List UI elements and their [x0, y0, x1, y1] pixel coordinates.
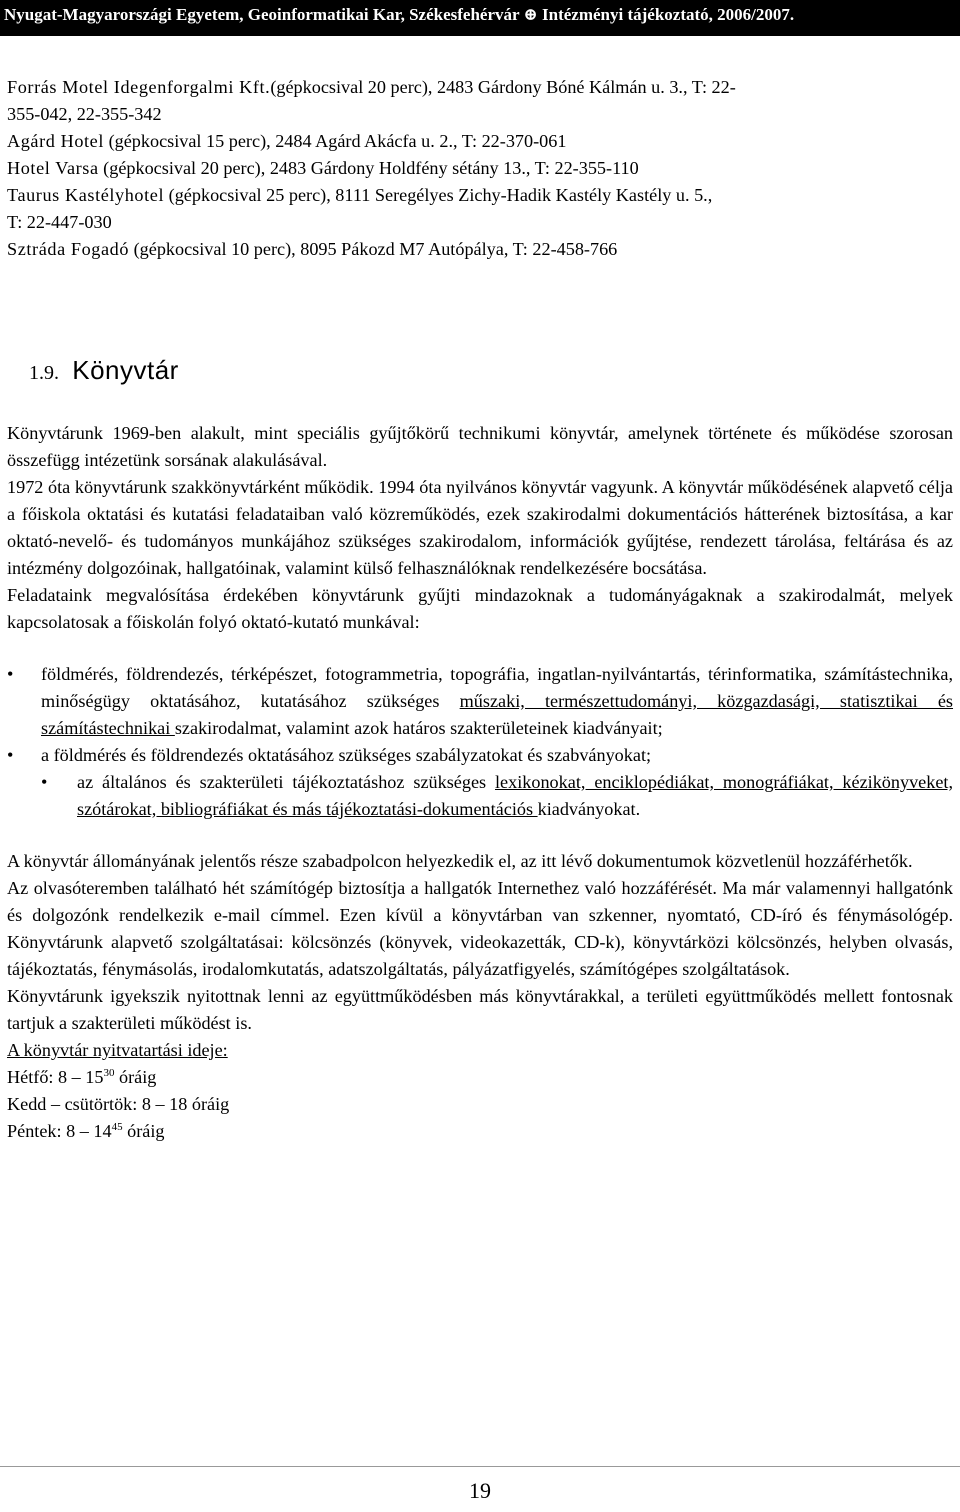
paragraph: 1972 óta könyvtárunk szakkönyvtárként működik. 1994 óta nyilvános könyvtár vagyunk. A könyvtár működésének alapvető célja a főiskola oktatási és kutatási feladataiban való közreműködés, ezek szakirodalmi dokumentációs hátterének biztosítása, a kar oktató-nevelő- és tudományos munkájához szükséges szakirodalom, információk gyűjtése, rendezett tárolása, feltárása és az intézmény dolgozóinak, hallgatóinak, valamint külső felhasználóknak rendelkezésére bocsátása.	[7, 477, 953, 578]
section-title: Könyvtár	[72, 355, 179, 385]
spacer	[7, 636, 953, 661]
collection-sublist	[7, 769, 953, 823]
paragraph: Könyvtárunk igyekszik nyitottnak lenni az együttműködésben más könyvtárakkal, a területi együttműködés mellett fontosnak tartjuk a szakterületi működést is.	[7, 986, 953, 1033]
paragraph: A könyvtár állományának jelentős része szabadpolcon helyezkedik el, az itt lévő dokumentumok közvetlenül hozzáférhetők.	[7, 851, 913, 871]
collection-list	[7, 661, 953, 769]
page-content	[7, 74, 953, 1145]
hotel-line: T: 22-447-030	[7, 212, 112, 232]
hours-row: Péntek: $8 - 14^{45}$ óráig	[7, 1120, 165, 1141]
hotel-line: Taurus Kastélyhotel (gépkocsival 25 perc), 8111 Seregélyes Zichy-Hadik Kastély Kastély u. 5.,	[7, 185, 713, 205]
list-item: • az általános és szakterületi tájékoztatáshoz szükséges lexikonokat, enciklopédiákat, monográfiákat, kézikönyveket, szótárokat, bibliográfiákat és más tájékoztatási-dokumentációs kiadványokat.	[7, 769, 953, 823]
page-number: 19	[469, 1478, 491, 1503]
hotel-line: Sztráda Fogadó (gépkocsival 10 perc), 8095 Pákozd M7 Autópálya, T: 22-458-766	[7, 239, 618, 259]
hotel-line: Forrás Motel Idegenforgalmi Kft.(gépkocsival 20 perc), 2483 Gárdony Bóné Kálmán u. 3., T: 22-	[7, 77, 736, 97]
paragraph: Feladataink megvalósítása érdekében könyvtárunk gyűjti mindazoknak a tudományágaknak a szakirodalmát, melyek kapcsolatosak a főiskolán folyó oktató-kutató munkával:	[7, 585, 953, 632]
hotel-line: 355-042, 22-355-342	[7, 104, 162, 124]
hours-row: Kedd – csütörtök: 8 – 18 óráig	[7, 1094, 230, 1114]
page-header: Nyugat-Magyarországi Egyetem, Geoinformatikai Kar, Székesfehérvár ⊕ Intézményi tájékoztató, 2006/2007.	[0, 0, 960, 36]
spacer	[7, 823, 953, 848]
section-number: 1.9.	[29, 362, 59, 384]
hotel-line: Hotel Varsa (gépkocsival 20 perc), 2483 Gárdony Holdfény sétány 13., T: 22-355-110	[7, 158, 639, 178]
list-item: • földmérés, földrendezés, térképészet, fotogrammetria, topográfia, ingatlan-nyilvántartás, térinformatika, számítástechnika, minőségügy oktatásához, kutatásához szükséges műszaki, természettudományi, közgazdasági, statisztikai és számítástechnikai szakirodalmat, valamint azok határos szakterületeinek kiadványait;	[7, 661, 953, 742]
footer-rule	[0, 1466, 960, 1467]
hotel-list	[7, 74, 953, 263]
hotel-line: Agárd Hotel (gépkocsival 15 perc), 2484 Agárd Akácfa u. 2., T: 22-370-061	[7, 131, 567, 151]
section-heading	[7, 353, 953, 390]
paragraph: Az olvasóteremben található hét számítógép biztosítja a hallgatók Internethez való hozzáférését. Ma már valamennyi hallgatónk és dolgozónk rendelkezik e-mail címmel. Ezen kívül a könyvtárban van szkenner, nyomtató, CD-író és fénymásológép. Könyvtárunk alapvető szolgáltatásai: kölcsönzés (könyvek, videokazetták, CD-k), könyvtárközi kölcsönzés, helyben olvasás, tájékoztatás, fénymásolás, irodalomkutatás, adatszolgáltatás, pályázatfigyelés, számítógépes szolgáltatások.	[7, 878, 953, 979]
hours-row: Hétfő: $8 - 15^{30}$ óráig	[7, 1066, 157, 1087]
paragraph: Könyvtárunk 1969-ben alakult, mint speciális gyűjtőkörű technikumi könyvtár, amelynek története és működése szorosan összefügg intézetünk sorsának alakulásával.	[7, 423, 953, 470]
opening-hours	[7, 1037, 953, 1145]
list-item: • a földmérés és földrendezés oktatásához szükséges szabályzatokat és szabványokat;	[7, 742, 953, 769]
opening-hours-title: A könyvtár nyitvatartási ideje:	[7, 1040, 228, 1060]
